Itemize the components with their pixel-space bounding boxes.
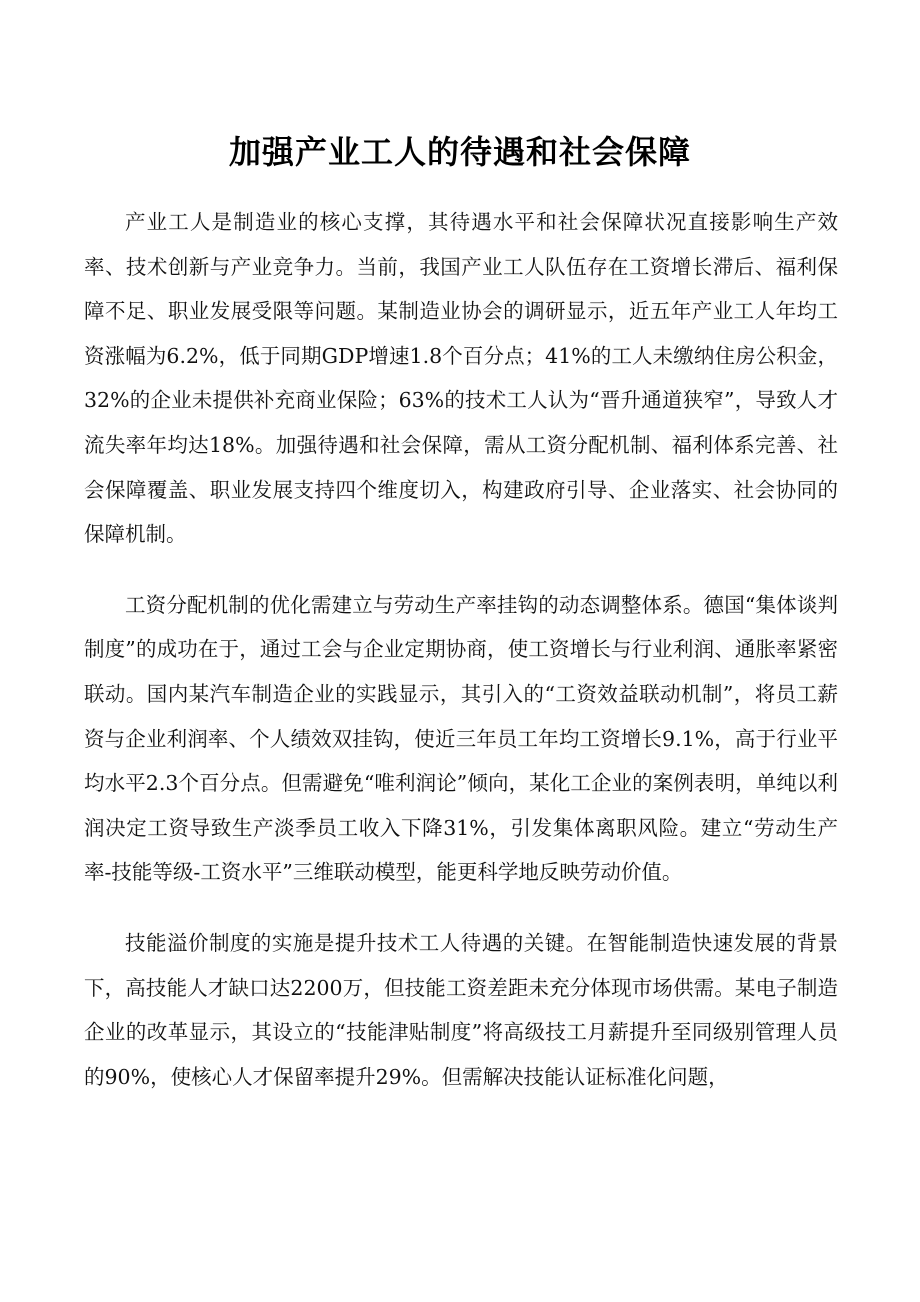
document-body <box>84 200 838 1125</box>
paragraph-1: 产业工人是制造业的核心支撑，其待遇水平和社会保障状况直接影响生产效率、技术创新与产业竞争力。当前，我国产业工人队伍存在工资增长滞后、福利保障不足、职业发展受限等问题。某制造业协会的调研显示，近五年产业工人年均工资涨幅为6.2%，低于同期GDP增速1.8个百分点；41%的工人未缴纳住房公积金，32%的企业未提供补充商业保险；63%的技术工人认为“晋升通道狭窄”，导致人才流失率年均达18%。加强待遇和社会保障，需从工资分配机制、福利体系完善、社会保障覆盖、职业发展支持四个维度切入，构建政府引导、企业落实、社会协同的保障机制。 <box>84 210 838 547</box>
paragraph-2: 工资分配机制的优化需建立与劳动生产率挂钩的动态调整体系。德国“集体谈判制度”的成功在于，通过工会与企业定期协商，使工资增长与行业利润、通胀率紧密联动。国内某汽车制造企业的实践显示，其引入的“工资效益联动机制”，将员工薪资与企业利润率、个人绩效双挂钩，使近三年员工年均工资增长9.1%，高于行业平均水平2.3个百分点。但需避免“唯利润论”倾向，某化工企业的案例表明，单纯以利润决定工资导致生产淡季员工收入下降31%，引发集体离职风险。建立“劳动生产率-技能等级-工资水平”三维联动模型，能更科学地反映劳动价值。 <box>84 592 838 885</box>
paragraph-3: 技能溢价制度的实施是提升技术工人待遇的关键。在智能制造快速发展的背景下，高技能人才缺口达2200万，但技能工资差距未充分体现市场供需。某电子制造企业的改革显示，其设立的“技能津贴制度”将高级技工月薪提升至同级别管理人员的90%，使核心人才保留率提升29%。但需解决技能认证标准化问题， <box>84 930 838 1089</box>
document-title: 加强产业工人的待遇和社会保障 <box>228 133 691 171</box>
